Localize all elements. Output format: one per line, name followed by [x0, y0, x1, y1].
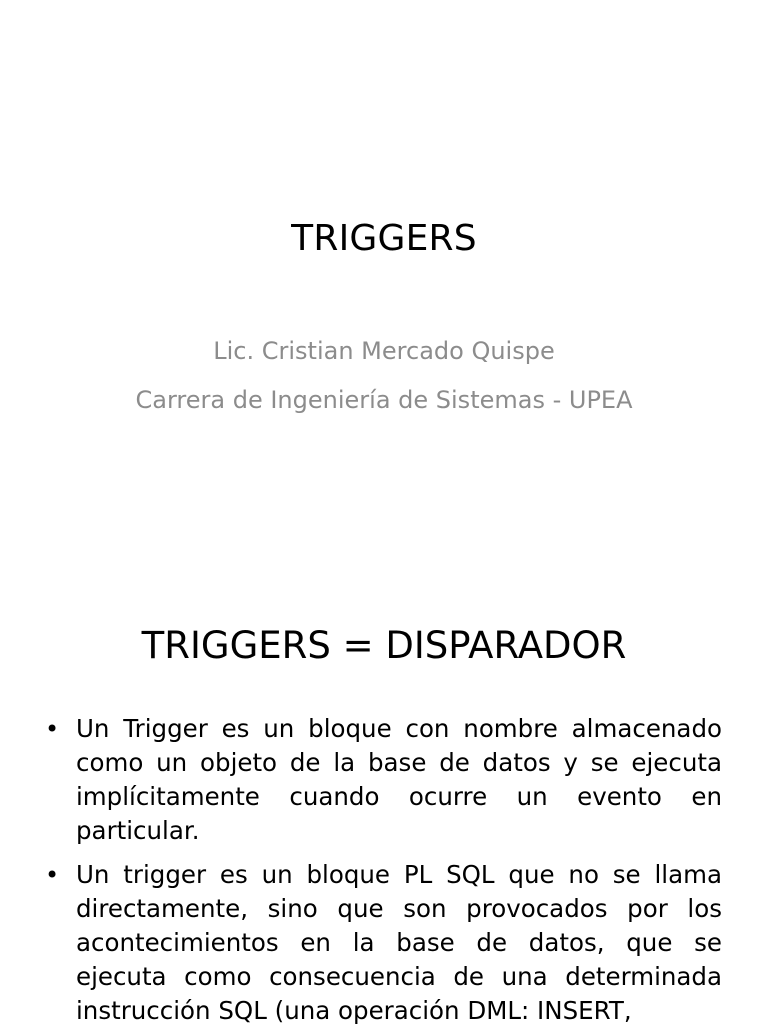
bullet-text: Un Trigger es un bloque con nombre almacenado como un objeto de la base de datos y se ejecuta implícitamente cuando ocurre un evento en particular. — [76, 714, 722, 845]
bullet-text: Un trigger es un bloque PL SQL que no se llama directamente, sino que son provocados por los acontecimientos en la base de datos, que se ejecuta como consecuencia de una determinada instrucción SQL (una operación DML: INSERT, — [76, 860, 722, 1024]
bullet-item — [42, 712, 722, 848]
slide-definition — [0, 576, 768, 1024]
bullet-item — [42, 858, 722, 1024]
career-name: Carrera de Ingeniería de Sistemas - UPEA — [135, 386, 633, 414]
bullet-icon: • — [45, 861, 60, 889]
slide-title-heading: TRIGGERS — [291, 218, 477, 259]
bullet-list — [42, 712, 722, 1024]
definition-heading: TRIGGERS = DISPARADOR — [141, 624, 627, 667]
bullet-icon: • — [45, 715, 60, 743]
author-name: Lic. Cristian Mercado Quispe — [213, 337, 555, 365]
